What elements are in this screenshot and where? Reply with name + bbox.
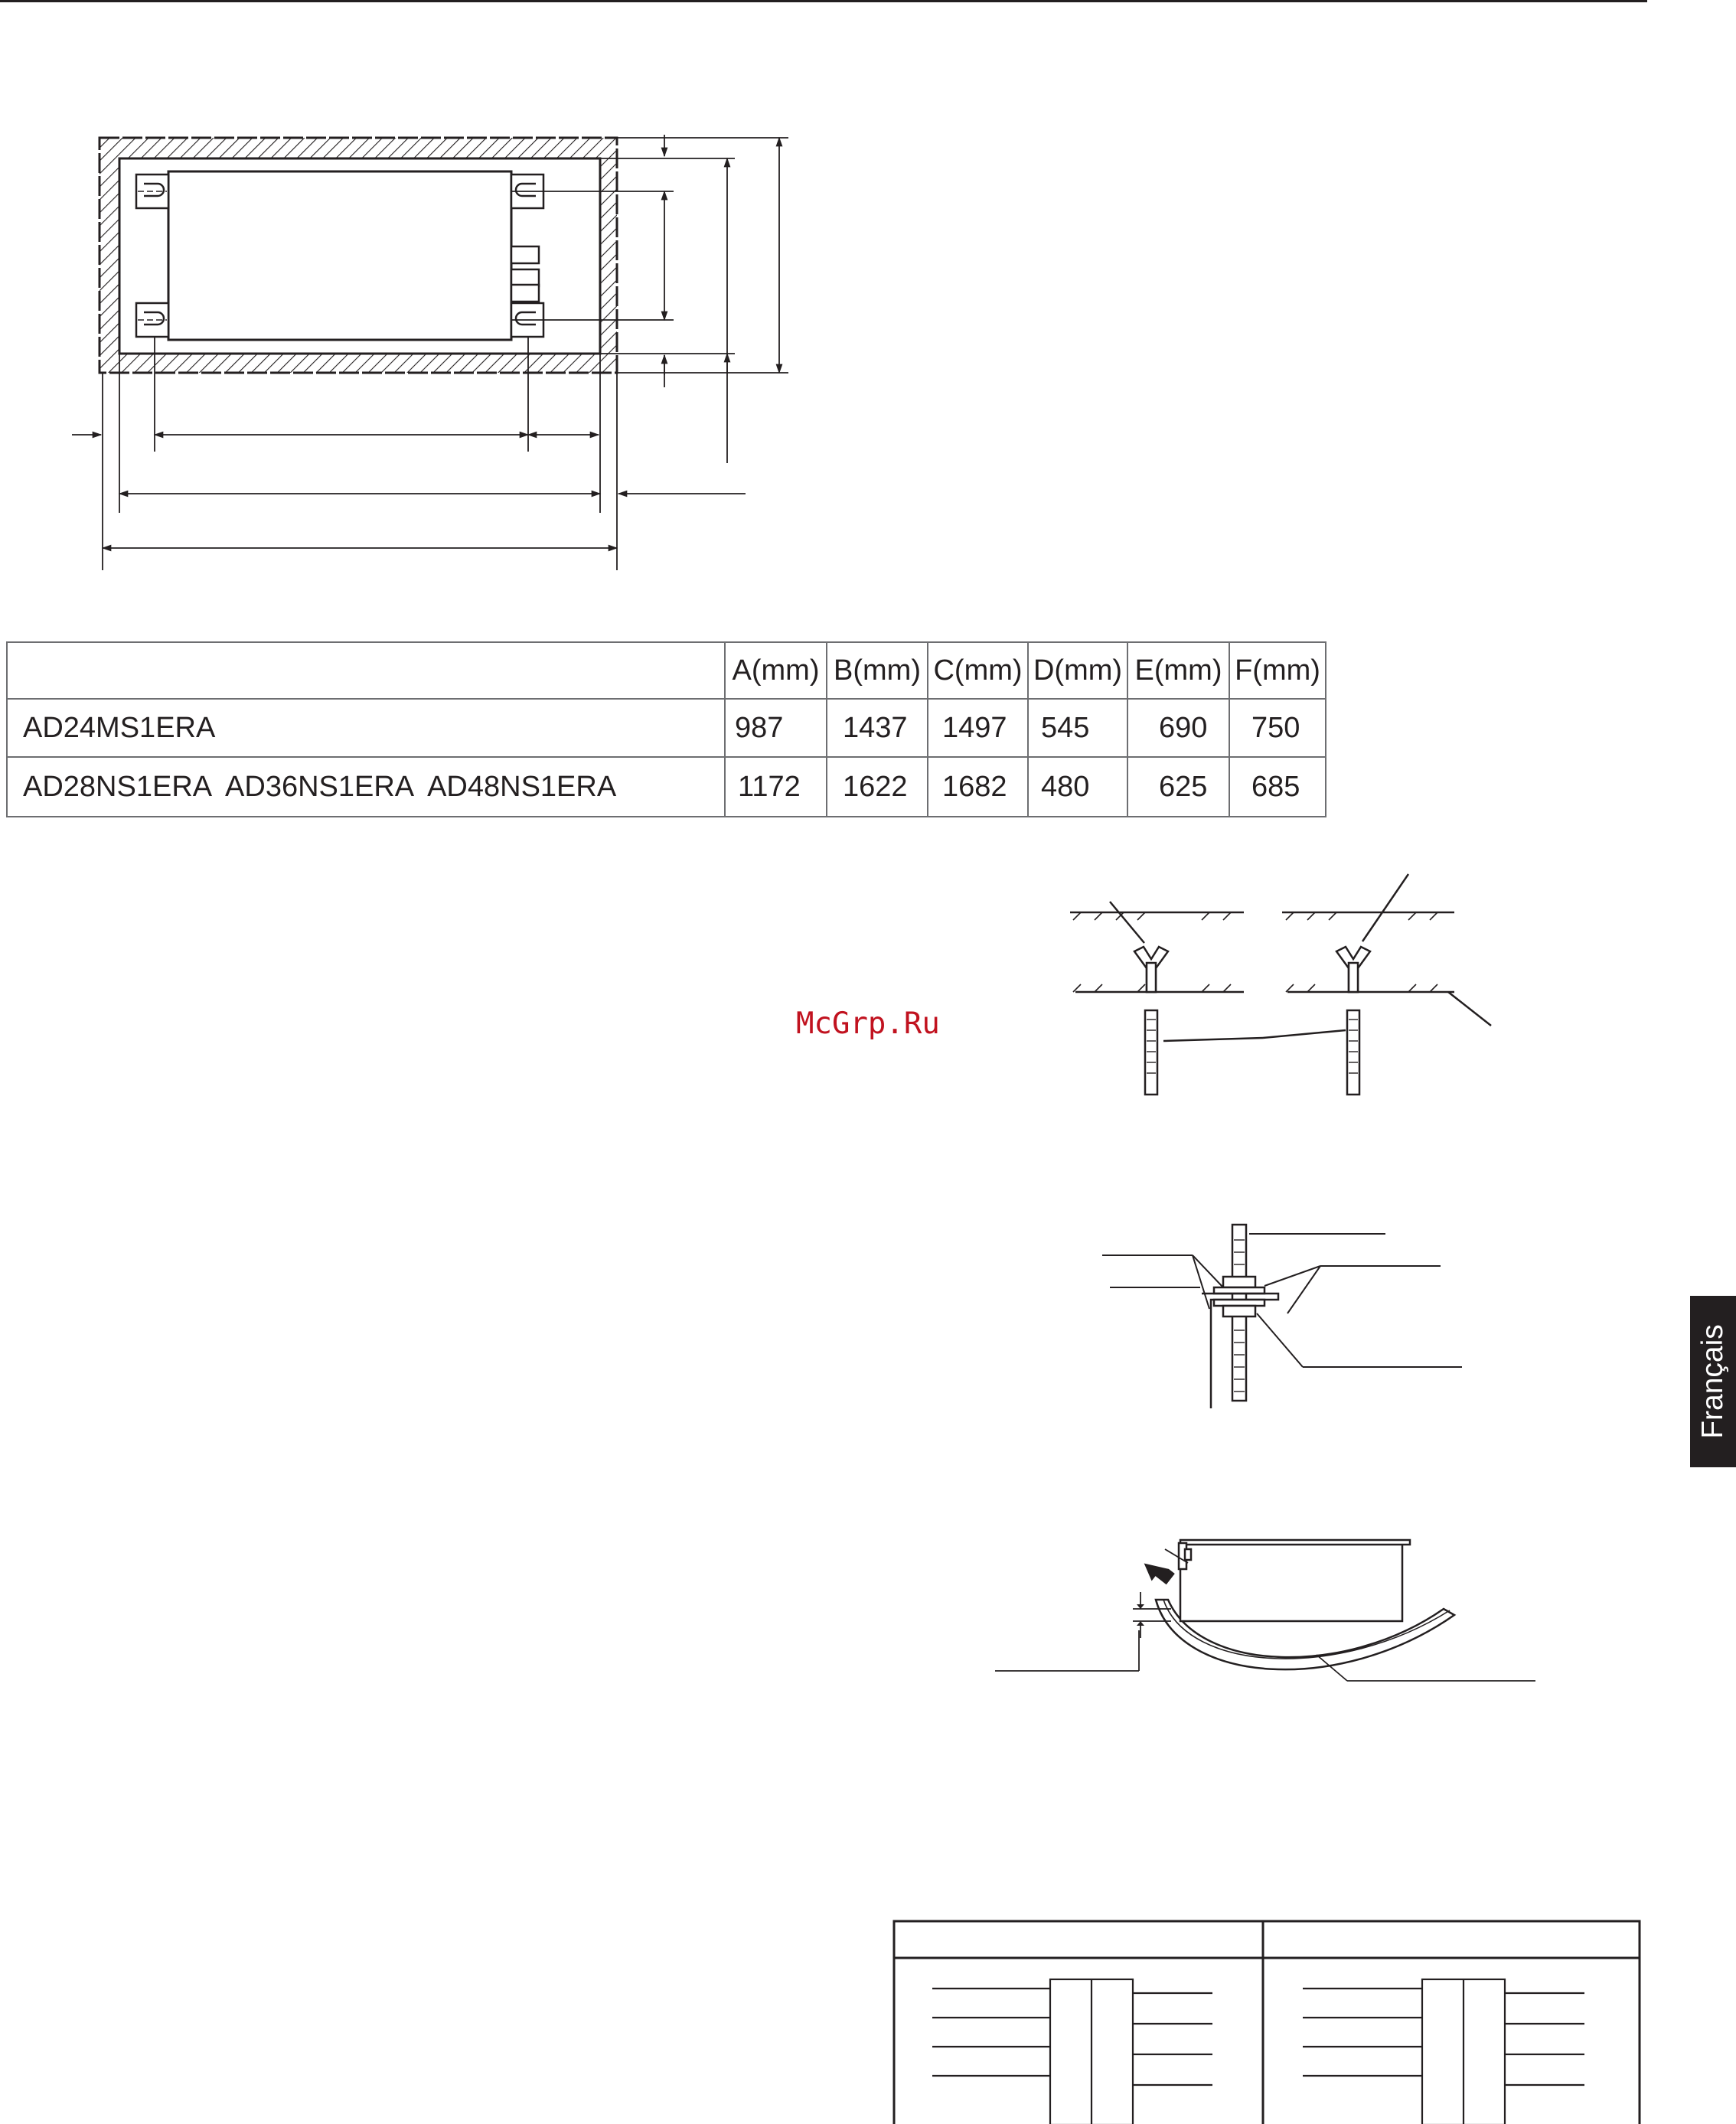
nut-lower — [1223, 1306, 1255, 1316]
dimension-table — [6, 641, 1326, 817]
table-cell-e: 625 — [1127, 757, 1229, 817]
table-cell-d: 480 — [1028, 757, 1127, 817]
table-cell-f: 685 — [1229, 757, 1326, 817]
table-header-c: C(mm) — [928, 642, 1028, 699]
water-inlet-arrow — [1138, 1555, 1175, 1589]
table-cell-model: AD28NS1ERA AD36NS1ERA AD48NS1ERA — [7, 757, 725, 817]
nut-upper — [1223, 1277, 1255, 1287]
table-header-e: E(mm) — [1127, 642, 1229, 699]
table-header-row — [7, 642, 1326, 699]
anchor-bolt-diagram — [1056, 857, 1516, 1117]
table-cell-e: 690 — [1127, 699, 1229, 757]
language-tab — [1690, 1296, 1736, 1467]
table-header-model — [7, 642, 725, 699]
table-cell-model: AD24MS1ERA — [7, 699, 725, 757]
table-cell-b: 1437 — [827, 699, 928, 757]
indoor-unit-body — [1180, 1543, 1402, 1621]
table-header-b: B(mm) — [827, 642, 928, 699]
unit-dimension-diagram — [0, 0, 842, 582]
table-row — [7, 757, 1326, 817]
hanging-bolt-diagram — [1095, 1217, 1477, 1431]
indoor-unit-body — [168, 171, 511, 340]
watermark: McGrp.Ru — [796, 1007, 940, 1041]
table-cell-f: 750 — [1229, 699, 1326, 757]
table-cell-a: 1172 — [725, 757, 827, 817]
pipe-connection — [511, 246, 539, 263]
bolt-left — [1145, 1010, 1157, 1095]
table-row — [7, 699, 1326, 757]
table-cell-b: 1622 — [827, 757, 928, 817]
table-header-f: F(mm) — [1229, 642, 1326, 699]
table-cell-a: 987 — [725, 699, 827, 757]
language-tab-label: Français — [1696, 1324, 1729, 1439]
leveling-diagram — [987, 1523, 1554, 1707]
table-cell-c: 1682 — [928, 757, 1028, 817]
table-header-a: A(mm) — [725, 642, 827, 699]
component-table-diagram — [892, 1920, 1643, 2124]
table-cell-c: 1497 — [928, 699, 1028, 757]
table-header-d: D(mm) — [1028, 642, 1127, 699]
table-cell-d: 545 — [1028, 699, 1127, 757]
bolt-right — [1347, 1010, 1359, 1095]
